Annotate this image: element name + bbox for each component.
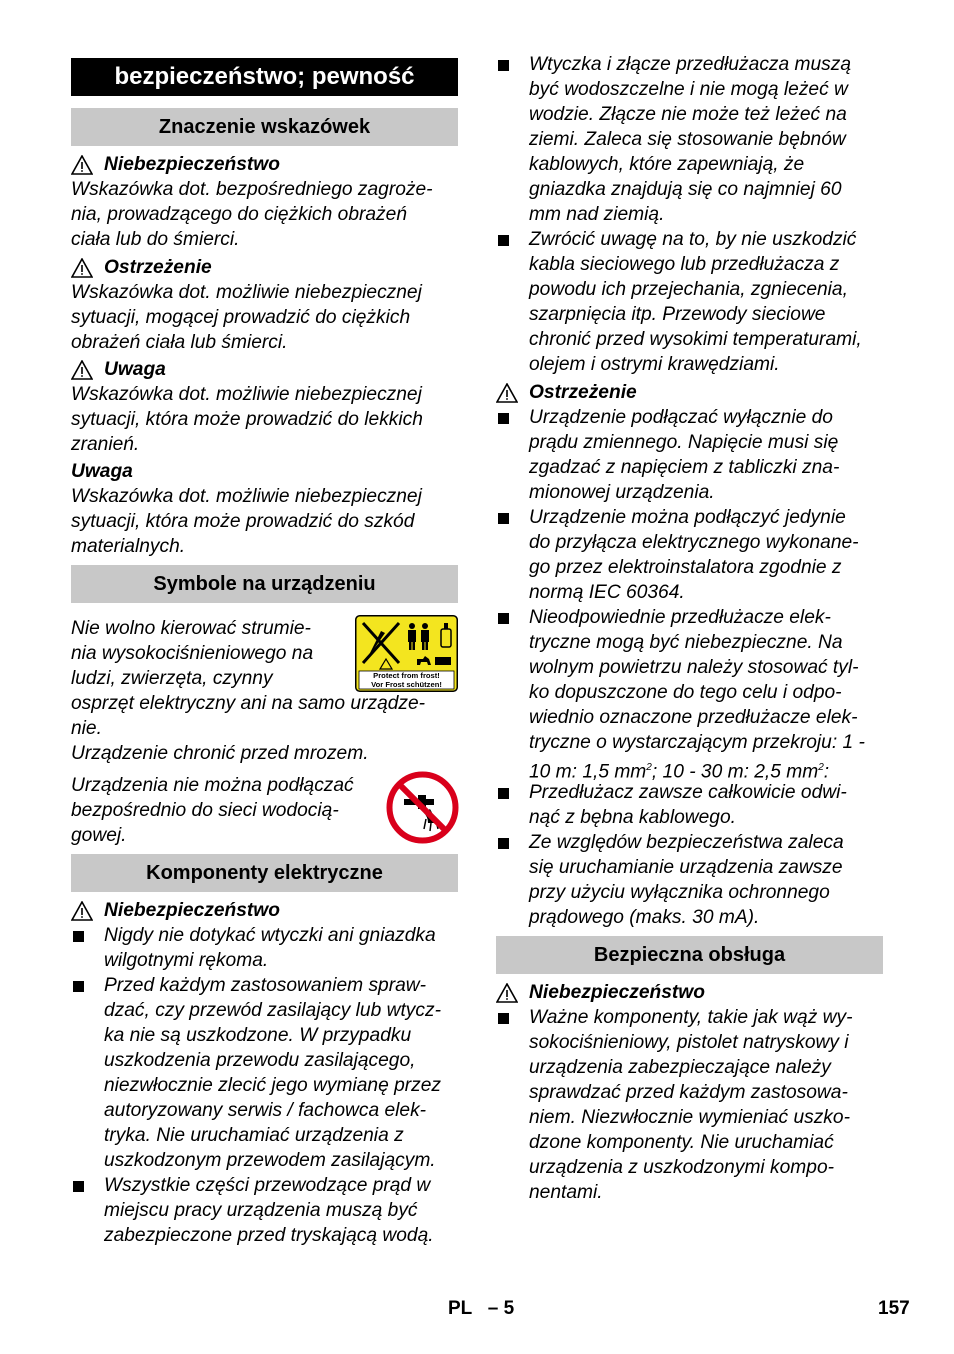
bullet xyxy=(73,931,84,942)
text-line: wiednio oznaczone przedłużacze elek- xyxy=(529,707,858,728)
warning-triangle-icon xyxy=(71,901,93,921)
text-line: uszkodzonym przewodem zasilającym. xyxy=(104,1150,436,1171)
frost-label-en: Protect from frost! xyxy=(373,671,440,680)
text-line: tryczne o wystarczającym przekroju: 1 - xyxy=(529,732,865,753)
warning-triangle-icon xyxy=(496,383,518,403)
frost-warning-label xyxy=(355,615,458,692)
bullet xyxy=(498,1013,509,1024)
text-line: sytuacji, która może prowadzić do szkód xyxy=(71,511,415,532)
text-line: ciała lub do śmierci. xyxy=(71,229,240,250)
text-line: ka nie są uszkodzone. W przypadku xyxy=(104,1025,412,1046)
bullet xyxy=(498,413,509,424)
text-line: być wodoszczelne i nie mogą leżeć w xyxy=(529,79,848,100)
bullet xyxy=(498,60,509,71)
label-niebezpieczenstwo: Niebezpieczeństwo xyxy=(529,982,705,1003)
text-line: dzać, czy przewód zasilający lub wtycz- xyxy=(104,1000,441,1021)
text-line: Przedłużacz zawsze całkowicie odwi- xyxy=(529,782,847,803)
text-line: nąć z bębna kablowego. xyxy=(529,807,736,828)
text-line: uszkodzenia przewodu zasilającego, xyxy=(104,1050,416,1071)
text-line: do przyłącza elektrycznego wykonane- xyxy=(529,532,859,553)
frost-line: Urządzenie chronić przed mrozem. xyxy=(71,743,369,764)
warning-triangle-icon xyxy=(71,258,93,278)
bullet xyxy=(73,981,84,992)
text-line: dzone komponenty. Nie uruchamiać xyxy=(529,1132,834,1153)
text-part: : xyxy=(823,761,830,783)
text-line: urządzenia zabezpieczające należy xyxy=(529,1057,831,1078)
superscript: 2 xyxy=(818,762,824,773)
text-line: sytuacji, mogącej prowadzić do ciężkich xyxy=(71,307,411,328)
text-line: gniazdka znajdują się co najmniej 60 xyxy=(529,179,842,200)
text-part: ; 10 - 30 m: 2,5 mm xyxy=(651,761,819,783)
text-line: Przed każdym zastosowaniem spraw- xyxy=(104,975,427,996)
footer-language-page: PL – 5 xyxy=(448,1298,515,1319)
text-line: wodzie. Złącze nie może też leżeć na xyxy=(529,104,847,125)
text-line: Ze względów bezpieczeństwa zaleca xyxy=(529,832,844,853)
text-line: tryczne mogą być niebezpieczne. Na xyxy=(529,632,843,653)
text-line: osprzęt elektryczny ani na samo urządze- xyxy=(71,693,426,714)
text-part: 10 m: 1,5 mm xyxy=(529,761,647,783)
text-line: sytuacji, która może prowadzić do lekkich xyxy=(71,409,423,430)
label-uwaga: Uwaga xyxy=(104,359,166,380)
frost-label-de: Vor Frost schützen! xyxy=(371,680,442,689)
bullet xyxy=(498,235,509,246)
warning-triangle-icon xyxy=(71,155,93,175)
text-line: Wskazówka dot. bezpośredniego zagroże- xyxy=(71,179,433,200)
bullet xyxy=(498,838,509,849)
label-niebezpieczenstwo: Niebezpieczeństwo xyxy=(104,900,280,921)
text-line: wilgotnymi rękoma. xyxy=(104,950,269,971)
text-line: obrażeń ciała lub śmierci. xyxy=(71,332,288,353)
no-water-connection-icon xyxy=(386,771,459,844)
text-line: się uruchamianie urządzenia zawsze xyxy=(529,857,843,878)
text-line: przy użyciu wyłącznika ochronnego xyxy=(529,882,830,903)
text-line: Wszystkie części przewodzące prąd w xyxy=(104,1175,431,1196)
text-line: powodu ich przejechania, zgniecenia, xyxy=(529,279,848,300)
text-line: tryka. Nie uruchamiać urządzenia z xyxy=(104,1125,404,1146)
label-ostrzezenie: Ostrzeżenie xyxy=(529,382,637,403)
text-line: wolnym powietrzu należy stosować tyl- xyxy=(529,657,859,678)
label-uwaga-material: Uwaga xyxy=(71,461,133,482)
text-line: Wskazówka dot. możliwie niebezpiecznej xyxy=(71,486,422,507)
bullet xyxy=(498,788,509,799)
text-line: sprawdzać przed każdym zastosowa- xyxy=(529,1082,848,1103)
superscript: 2 xyxy=(646,762,652,773)
page-number: 157 xyxy=(878,1298,910,1319)
text-line: gowej. xyxy=(71,825,127,846)
label-ostrzezenie: Ostrzeżenie xyxy=(104,257,212,278)
text-line: nentami. xyxy=(529,1182,603,1203)
text-line: Wskazówka dot. możliwie niebezpiecznej xyxy=(71,384,422,405)
text-line: Nigdy nie dotykać wtyczki ani gniazdka xyxy=(104,925,436,946)
text-line: Urządzenie można podłączyć jedynie xyxy=(529,507,846,528)
text-line: Wtyczka i złącze przedłużacza muszą xyxy=(529,54,852,75)
bullet xyxy=(73,1181,84,1192)
text-line: bezpośrednio do sieci wodocią- xyxy=(71,800,339,821)
text-line: urządzenia z uszkodzonymi kompo- xyxy=(529,1157,835,1178)
text-line: ko dopuszczone do tego celu i odpo- xyxy=(529,682,842,703)
text-line: Zwrócić uwagę na to, by nie uszkodzić xyxy=(529,229,857,250)
text-line: Ważne komponenty, takie jak wąż wy- xyxy=(529,1007,853,1028)
warning-triangle-icon xyxy=(71,360,93,380)
text-line: sokociśnieniowy, pistolet natryskowy i xyxy=(529,1032,849,1053)
heading-obsluga: Bezpieczna obsługa xyxy=(496,936,883,974)
text-line: ludzi, zwierzęta, czynny xyxy=(71,668,273,689)
text-line: Urządzenie podłączać wyłącznie do xyxy=(529,407,833,428)
text-line: nie. xyxy=(71,718,102,739)
text-line: Nieodpowiednie przedłużacze elek- xyxy=(529,607,831,628)
text-line: szarpnięcia itp. Przewody sieciowe xyxy=(529,304,826,325)
text-line: Urządzenia nie można podłączać xyxy=(71,775,354,796)
text-line: olejem i ostrymi krawędziami. xyxy=(529,354,780,375)
bullet xyxy=(498,613,509,624)
text-line: mm nad ziemią. xyxy=(529,204,665,225)
text-line: kablowych, które zapewniają, że xyxy=(529,154,805,175)
text-line: miejscu pracy urządzenia muszą być xyxy=(104,1200,418,1221)
text-line: chronić przed wysokimi temperaturami, xyxy=(529,329,862,350)
heading-symbole: Symbole na urządzeniu xyxy=(71,565,458,603)
text-line: kabla sieciowego lub przedłużacza z xyxy=(529,254,840,275)
text-line: go przez elektroinstalatora zgodnie z xyxy=(529,557,842,578)
text-line: Nie wolno kierować strumie- xyxy=(71,618,311,639)
text-line: niezwłocznie zlecić jego wymianę przez xyxy=(104,1075,441,1096)
text-line: nia, prowadzącego do ciężkich obrażeń xyxy=(71,204,407,225)
text-line: autoryzowany serwis / fachowca elek- xyxy=(104,1100,427,1121)
section-title: bezpieczeństwo; pewność xyxy=(71,58,458,96)
text-line: zgadzać z napięciem z tabliczki zna- xyxy=(529,457,840,478)
text-line: prądu zmiennego. Napięcie musi się xyxy=(529,432,839,453)
text-line: zranień. xyxy=(71,434,140,455)
text-line: zabezpieczone przed tryskającą wodą. xyxy=(104,1225,434,1246)
warning-triangle-icon xyxy=(496,983,518,1003)
text-line: prądowego (maks. 30 mA). xyxy=(529,907,760,928)
text-line: niem. Niezwłocznie wymieniać uszko- xyxy=(529,1107,850,1128)
text-line: normą IEC 60364. xyxy=(529,582,685,603)
text-line: ziemi. Zaleca się stosowanie bębnów xyxy=(529,129,846,150)
text-line: mionowej urządzenia. xyxy=(529,482,715,503)
bullet xyxy=(498,513,509,524)
text-line: nia wysokociśnieniowego na xyxy=(71,643,314,664)
label-niebezpieczenstwo: Niebezpieczeństwo xyxy=(104,154,280,175)
heading-komponenty: Komponenty elektryczne xyxy=(71,854,458,892)
text-line: Wskazówka dot. możliwie niebezpiecznej xyxy=(71,282,422,303)
text-line: materialnych. xyxy=(71,536,186,557)
heading-znaczenie: Znaczenie wskazówek xyxy=(71,108,458,146)
